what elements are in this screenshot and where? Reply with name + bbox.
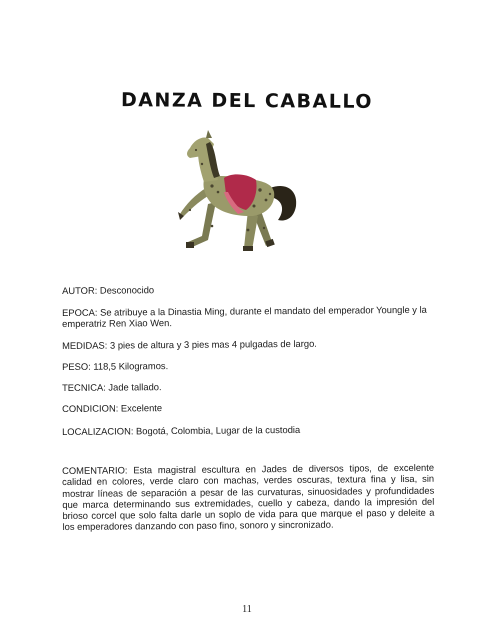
condition-field: CONDICION: Excelente	[62, 402, 163, 414]
comment-paragraph: COMENTARIO: Esta magistral escultura en Jades de diversos tipos, de excelente calidad en colores, verde claro con machas, verdes oscuras, textura fina y lisa, sin mostrar líneas de separación a pesar de las curvaturas, sinuosidades y profundidades que marca determinando sus extremidades, cuello y cabeza, dando la impresión del brioso corcel que solo falta darle un soplo de vida para que marque el paso y deleite a los emperadores danzando con paso fino, sonoro y sincronizado.	[62, 462, 435, 533]
horse-sculpture-image	[168, 130, 303, 260]
page-title: DANZA DEL CABALLO	[120, 89, 374, 113]
epoch-field: EPOCA: Se atribuye a la Dinastia Ming, durante el mandato del emperador Youngle y la emperatriz Ren Xiao Wen.	[62, 303, 427, 330]
measurements-field: MEDIDAS: 3 pies de altura y 3 pies mas 4 pulgadas de largo.	[62, 337, 317, 351]
page-number: 11	[242, 604, 252, 615]
location-field: LOCALIZACION: Bogotá, Colombia, Lugar de la custodia	[62, 423, 301, 437]
weight-field: PESO: 118,5 Kilogramos.	[62, 360, 169, 372]
technique-field: TECNICA: Jade tallado.	[62, 381, 162, 393]
author-field: AUTOR: Desconocido	[62, 284, 155, 296]
